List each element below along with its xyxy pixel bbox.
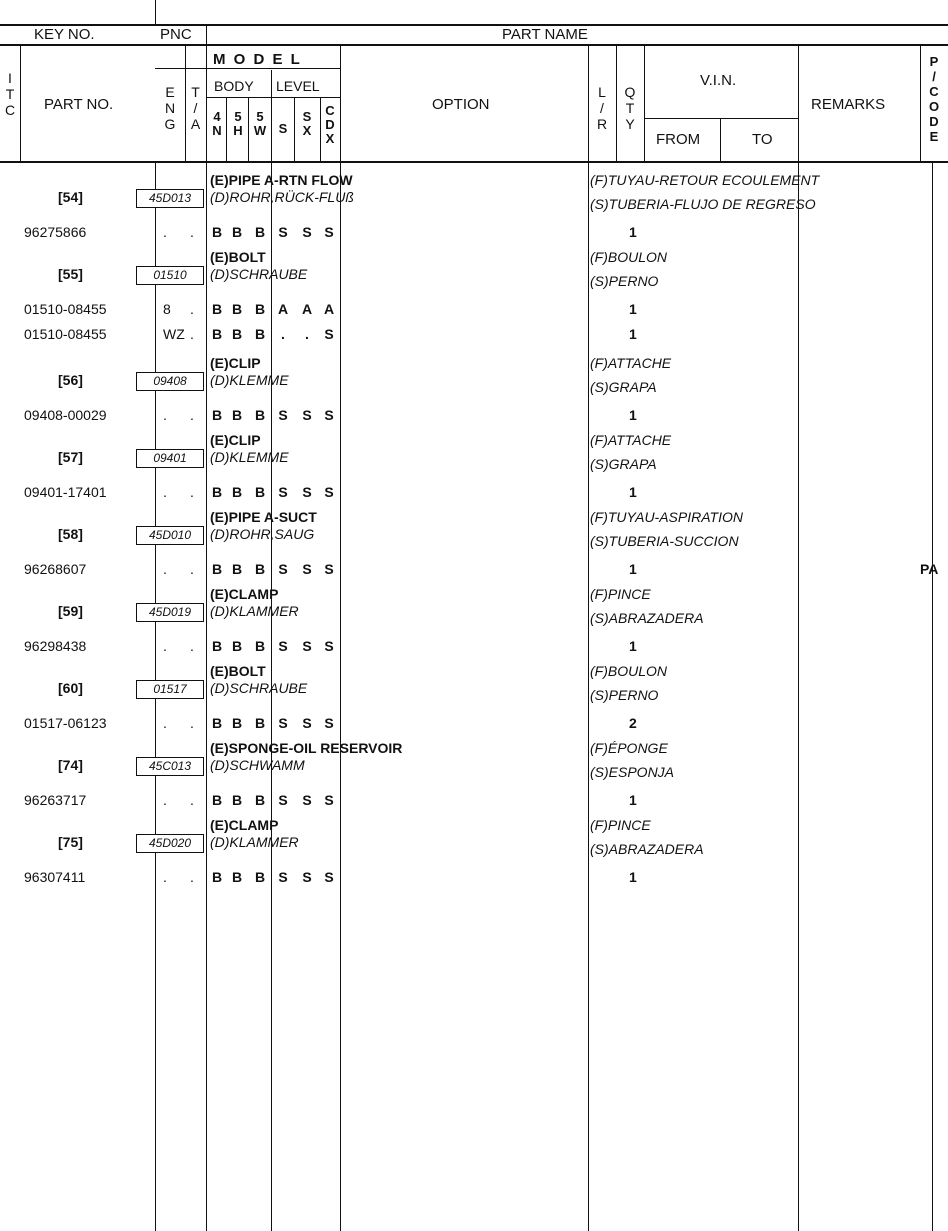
item-pnc: 01517 [136, 680, 204, 699]
item-pnc: 45D010 [136, 526, 204, 545]
part-number: 09408-00029 [24, 407, 107, 423]
part-model-code: B [254, 869, 266, 885]
item-name-es: (S)TUBERIA-SUCCION [590, 533, 739, 549]
part-model-code: S [278, 224, 288, 240]
item-name-fr: (F)PINCE [590, 817, 651, 833]
part-model-code: B [254, 326, 266, 342]
item-name-de: (D)KLEMME [210, 372, 289, 388]
part-model-code: S [324, 326, 334, 342]
level-col-sx: S X [302, 109, 312, 138]
part-ta: . [190, 715, 194, 731]
part-model-code: A [301, 301, 313, 317]
part-model-code: S [302, 484, 312, 500]
item-name-es: (S)ABRAZADERA [590, 610, 704, 626]
option-header: OPTION [432, 96, 490, 113]
part-pcode: PA [920, 561, 939, 577]
part-number: 09401-17401 [24, 484, 107, 500]
item-name-de: (D)KLEMME [210, 449, 289, 465]
part-ta: . [190, 301, 194, 317]
body-header: BODY [214, 78, 254, 94]
item-name-es: (S)GRAPA [590, 456, 657, 472]
part-number: 01510-08455 [24, 301, 107, 317]
item-pnc: 09401 [136, 449, 204, 468]
item-key-no: [56] [58, 372, 83, 388]
part-model-code: S [324, 407, 334, 423]
item-name-fr: (F)BOULON [590, 663, 667, 679]
vin-from-header: FROM [656, 131, 701, 148]
part-model-code: B [231, 792, 243, 808]
part-model-code: S [324, 715, 334, 731]
part-model-code: B [254, 224, 266, 240]
item-pnc: 45D019 [136, 603, 204, 622]
part-model-code: S [302, 869, 312, 885]
part-eng: . [163, 638, 167, 654]
part-model-code: A [323, 301, 335, 317]
part-model-code: B [211, 561, 223, 577]
ta-header: T / A [190, 84, 201, 132]
item-name-en: (E)BOLT [210, 249, 266, 265]
part-model-code: B [254, 561, 266, 577]
item-name-de: (D)KLAMMER [210, 603, 299, 619]
part-model-code: S [278, 792, 288, 808]
part-qty: 2 [629, 715, 637, 731]
key-no-header: KEY NO. [34, 26, 95, 43]
part-model-code: S [324, 869, 334, 885]
item-name-de: (D)SCHRAUBE [210, 680, 308, 696]
part-model-code: B [231, 326, 243, 342]
item-name-de: (D)SCHWAMM [210, 757, 305, 773]
part-ta: . [190, 869, 194, 885]
item-name-de: (D)SCHRAUBE [210, 266, 308, 282]
part-model-code: S [302, 715, 312, 731]
item-name-en: (E)CLAMP [210, 817, 279, 833]
item-pnc: 01510 [136, 266, 204, 285]
part-model-code: B [231, 407, 243, 423]
part-number: 96268607 [24, 561, 87, 577]
item-name-fr: (F)ATTACHE [590, 432, 672, 448]
vin-to-header: TO [752, 131, 773, 148]
part-ta: . [190, 224, 194, 240]
level-col-cdx: C D X [325, 103, 335, 146]
part-model-code: S [324, 638, 334, 654]
part-ta: . [190, 484, 194, 500]
part-model-code: B [211, 715, 223, 731]
part-number: 01510-08455 [24, 326, 107, 342]
part-model-code: S [302, 561, 312, 577]
item-name-fr: (F)BOULON [590, 249, 667, 265]
item-key-no: [60] [58, 680, 83, 696]
part-qty: 1 [629, 561, 637, 577]
part-number: 96275866 [24, 224, 87, 240]
item-pnc: 45D020 [136, 834, 204, 853]
itc-header: I T C [4, 70, 16, 118]
level-header: LEVEL [276, 78, 320, 94]
part-eng: . [163, 792, 167, 808]
part-eng: . [163, 715, 167, 731]
part-model-code: A [277, 301, 289, 317]
part-model-code: B [254, 407, 266, 423]
part-model-code: B [211, 792, 223, 808]
part-qty: 1 [629, 869, 637, 885]
part-model-code: B [231, 715, 243, 731]
part-eng: . [163, 224, 167, 240]
item-pnc: 45D013 [136, 189, 204, 208]
part-model-code: B [211, 869, 223, 885]
item-name-en: (E)PIPE A-RTN FLOW [210, 172, 353, 188]
item-name-es: (S)ABRAZADERA [590, 841, 704, 857]
part-model-code: S [278, 484, 288, 500]
part-eng: 8 [163, 301, 171, 317]
part-model-code: B [254, 301, 266, 317]
lr-header: L / R [596, 84, 608, 132]
part-number: 96307411 [24, 869, 86, 885]
item-key-no: [58] [58, 526, 83, 542]
item-key-no: [55] [58, 266, 83, 282]
part-model-code: B [231, 224, 243, 240]
part-model-code: B [254, 792, 266, 808]
part-model-code: B [231, 301, 243, 317]
part-model-code: B [211, 484, 223, 500]
vin-header: V.I.N. [700, 72, 737, 89]
body-col-5h: 5 H [233, 109, 243, 138]
part-model-code: B [211, 301, 223, 317]
item-name-en: (E)CLAMP [210, 586, 279, 602]
part-ta: . [190, 638, 194, 654]
part-model-code: S [278, 638, 288, 654]
part-model-code: S [278, 561, 288, 577]
part-model-code: B [231, 638, 243, 654]
pcode-header: P / C O D E [928, 54, 940, 144]
item-name-de: (D)ROHR,RÜCK-FLUß [210, 189, 354, 205]
part-model-code: B [231, 561, 243, 577]
part-eng: . [163, 869, 167, 885]
item-name-es: (S)PERNO [590, 273, 659, 289]
part-model-code: S [324, 484, 334, 500]
item-pnc: 45C013 [136, 757, 204, 776]
part-model-code: B [254, 484, 266, 500]
part-model-code: B [231, 869, 243, 885]
part-ta: . [190, 561, 194, 577]
part-qty: 1 [629, 326, 637, 342]
item-name-fr: (F)PINCE [590, 586, 651, 602]
part-name-header: PART NAME [502, 26, 588, 43]
part-model-code: . [305, 326, 309, 342]
item-pnc: 09408 [136, 372, 204, 391]
part-qty: 1 [629, 792, 637, 808]
body-col-5w: 5 W [253, 109, 267, 138]
item-key-no: [57] [58, 449, 83, 465]
item-key-no: [59] [58, 603, 83, 619]
model-header: M O D E L [213, 51, 302, 68]
item-name-de: (D)ROHR,SAUG [210, 526, 315, 542]
part-model-code: S [324, 792, 334, 808]
part-ta: . [190, 792, 194, 808]
part-model-code: B [231, 484, 243, 500]
part-ta: . [190, 326, 194, 342]
item-name-fr: (F)ÉPONGE [590, 740, 668, 756]
part-qty: 1 [629, 407, 637, 423]
part-model-code: S [302, 224, 312, 240]
part-qty: 1 [629, 301, 637, 317]
item-name-en: (E)CLIP [210, 432, 261, 448]
qty-header: Q T Y [624, 84, 636, 132]
part-model-code: B [211, 407, 223, 423]
item-key-no: [75] [58, 834, 83, 850]
part-qty: 1 [629, 638, 637, 654]
part-eng: WZ [163, 326, 185, 342]
part-model-code: S [278, 715, 288, 731]
item-name-es: (S)TUBERIA-FLUJO DE REGRESO [590, 196, 816, 212]
part-ta: . [190, 407, 194, 423]
part-model-code: B [254, 638, 266, 654]
part-model-code: B [254, 715, 266, 731]
part-qty: 1 [629, 484, 637, 500]
part-eng: . [163, 484, 167, 500]
item-name-en: (E)PIPE A-SUCT [210, 509, 317, 525]
pnc-header: PNC [160, 26, 192, 43]
item-name-en: (E)BOLT [210, 663, 266, 679]
part-no-header: PART NO. [44, 96, 114, 113]
item-name-es: (S)ESPONJA [590, 764, 675, 780]
item-key-no: [54] [58, 189, 83, 205]
eng-header: E N G [164, 84, 176, 132]
part-number: 96263717 [24, 792, 87, 808]
item-name-fr: (F)ATTACHE [590, 355, 672, 371]
part-model-code: S [302, 407, 312, 423]
part-number: 01517-06123 [24, 715, 107, 731]
item-name-es: (S)GRAPA [590, 379, 657, 395]
part-model-code: S [302, 638, 312, 654]
item-name-de: (D)KLAMMER [210, 834, 299, 850]
part-model-code: B [211, 326, 223, 342]
item-name-es: (S)PERNO [590, 687, 659, 703]
part-model-code: B [211, 638, 223, 654]
item-name-en: (E)CLIP [210, 355, 261, 371]
item-key-no: [74] [58, 757, 83, 773]
part-model-code: S [324, 224, 334, 240]
part-model-code: S [278, 869, 288, 885]
part-model-code: S [278, 407, 288, 423]
part-model-code: . [281, 326, 285, 342]
part-model-code: S [302, 792, 312, 808]
part-eng: . [163, 407, 167, 423]
part-number: 96298438 [24, 638, 87, 654]
item-name-fr: (F)TUYAU-ASPIRATION [590, 509, 743, 525]
level-col-s: S [278, 121, 288, 136]
body-col-4n: 4 N [212, 109, 222, 138]
remarks-header: REMARKS [811, 96, 886, 113]
item-name-fr: (F)TUYAU-RETOUR ECOULEMENT [590, 172, 820, 188]
part-model-code: S [324, 561, 334, 577]
part-eng: . [163, 561, 167, 577]
item-name-en: (E)SPONGE-OIL RESERVOIR [210, 740, 403, 756]
part-model-code: B [211, 224, 223, 240]
part-qty: 1 [629, 224, 637, 240]
